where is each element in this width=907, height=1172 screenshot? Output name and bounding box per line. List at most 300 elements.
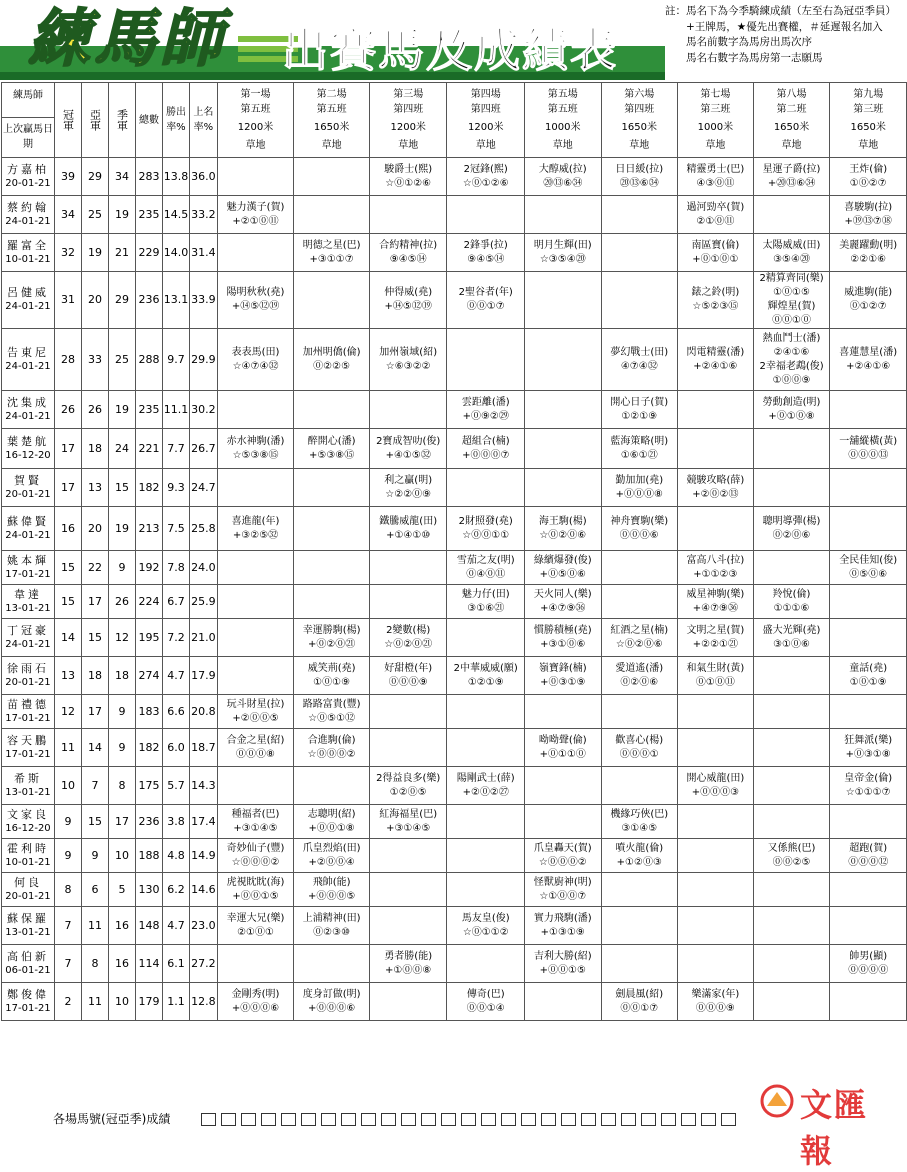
race-header-4 [447,83,525,158]
horse-name: 陽剛武士(薛) [456,772,515,784]
race-cell [830,234,907,272]
last-win-date: 24-01-21 [5,410,51,422]
trainer-name: 葉楚航 [6,434,49,448]
race-header-5 [525,83,602,158]
stat-wr: 9.3 [162,469,189,507]
win-rate-header: 勝出率% [162,83,189,158]
stat-total: 179 [135,983,162,1021]
race-cell [447,196,525,234]
stat-w: 32 [54,234,81,272]
horse-name: 爪皇烈焰(田) [302,842,361,854]
race-cell [753,907,830,945]
race-header-2 [294,83,370,158]
race-race: 第一場 [240,89,271,100]
jockey-record: ①⓪①⑨ [313,676,351,688]
stat-pr: 26.7 [189,429,217,469]
race-race: 第九場 [853,89,884,100]
race-class: 第三班 [853,104,884,115]
stat-w: 15 [54,585,81,619]
horse-name: 勞動創造(明) [762,396,821,408]
stat-s: 9 [81,839,108,873]
race-cell [753,873,830,907]
race-cell [678,767,754,805]
table-row [2,907,907,945]
trainer-cell [2,329,55,391]
horse-name: 輝煌星(賀) [767,301,816,312]
race-cell [369,391,447,429]
race-cell [369,695,447,729]
trainer-cell [2,196,55,234]
stat-total: 235 [135,196,162,234]
stat-pr: 36.0 [189,158,217,196]
stat-pr: 25.8 [189,507,217,551]
trainer-name: 羅富全 [6,238,49,252]
jockey-record: +⓪⓪⓪⑦ [462,449,510,461]
race-cell [447,234,525,272]
trainer-name: 蔡約翰 [6,200,49,214]
race-class: 第二班 [776,104,807,115]
race-cell [525,158,602,196]
race-race: 第六場 [624,89,655,100]
jockey-record: ⓪⓪⓪⑫ [848,856,889,868]
place-rate-header: 上名率% [189,83,217,158]
race-distance: 1650米 [313,122,350,133]
logo: 練馬師 [28,2,227,75]
jockey-record: ①⓪①⑨ [849,676,887,688]
race-cell [678,945,754,983]
trainer-cell [2,767,55,805]
horse-name: 爪皇轟天(賀) [533,842,592,854]
stat-t: 8 [108,767,135,805]
race-cell [294,391,370,429]
jockey-record: ☆⑤③⑧⑮ [232,449,279,461]
race-cell [217,839,294,873]
race-cell [601,945,678,983]
race-distance: 1200米 [390,122,426,133]
race-cell [447,272,525,329]
stat-wr: 9.7 [162,329,189,391]
jockey-record: +②⓪②㉗ [462,786,509,798]
trainer-name: 呂健威 [6,286,49,299]
last-win-date: 20-01-21 [5,676,51,688]
race-cell [525,983,602,1021]
race-cell [447,329,525,391]
result-box [701,1113,716,1126]
horse-name: 玩斗財星(拉) [226,698,285,710]
horse-name: 喜蓮慧星(潘) [839,346,898,358]
jockey-record: +⓪⓪⓪⑤ [307,890,356,902]
jockey-record: ☆③⑤④⑳ [539,253,586,265]
race-cell [294,695,370,729]
jockey-record: ☆⓪⓪⓪② [538,856,587,868]
race-cell [217,429,294,469]
wenwei-logo-icon [760,1084,794,1118]
race-cell [369,158,447,196]
stat-t: 34 [108,158,135,196]
last-win-date: 13-01-21 [5,786,51,798]
total-header: 總數 [135,83,162,158]
stat-wr: 4.7 [162,657,189,695]
race-cell [294,767,370,805]
race-cell [217,551,294,585]
table-row [2,551,907,585]
race-cell [753,729,830,767]
horse-name: 劍晨風(紹) [615,988,664,1000]
stat-s: 25 [81,196,108,234]
race-cell [525,767,602,805]
race-header-6 [601,83,678,158]
trainer-cell [2,945,55,983]
horse-name: 天火同人(樂) [533,588,592,600]
jockey-record: ☆⓪②⓪⑥ [615,638,663,650]
race-cell [830,873,907,907]
stat-w: 15 [54,551,81,585]
trainer-cell [2,839,55,873]
stat-s: 7 [81,767,108,805]
last-win-date: 17-01-21 [5,712,51,724]
table-row [2,391,907,429]
last-win-date: 10-01-21 [5,856,51,868]
race-cell [447,507,525,551]
jockey-record: ⓪⓪⓪① [619,748,659,760]
race-cell [525,585,602,619]
jockey-record: ☆⓪①①② [462,926,509,938]
horse-name: 又係熊(巴) [767,842,816,854]
jockey-record: ⓪②⓪⑥ [772,529,811,541]
stat-wr: 6.6 [162,695,189,729]
horse-name: 種福者(巴) [231,808,280,820]
jockey-record: ☆⑥③②② [385,360,431,372]
table-row [2,695,907,729]
table-row [2,767,907,805]
race-cell [525,945,602,983]
horse-name: 錶之鈴(明) [691,287,740,298]
horse-name: 綠繽爆發(俊) [533,554,592,566]
race-cell [525,429,602,469]
race-cell [830,839,907,873]
jockey-record: ⓪⓪⓪⑥ [619,529,659,541]
race-cell [525,907,602,945]
result-box [281,1113,296,1126]
trainer-name: 徐雨石 [6,661,49,675]
race-cell [369,805,447,839]
horse-name: 合進駒(倫) [307,734,356,746]
race-cell [678,729,754,767]
race-cell [525,729,602,767]
horse-name: 勇者勝(能) [384,950,433,962]
jockey-record: ⑳⑬⑥㉞ [543,177,583,189]
last-win-date: 20-01-21 [5,488,51,500]
horse-name: 全民佳知(俊) [839,554,898,566]
jockey-record: ☆①①①⑦ [845,786,891,798]
seconds-header: 亞軍 [81,83,108,158]
race-cell [678,158,754,196]
race-cell [447,873,525,907]
stat-t: 18 [108,657,135,695]
race-cell [525,839,602,873]
stat-t: 16 [108,945,135,983]
horse-name: 2得益良多(樂) [376,772,441,784]
result-box [501,1113,516,1126]
race-cell [447,907,525,945]
horse-name: 大醇威(拉) [538,163,587,175]
stat-pr: 33.9 [189,272,217,329]
race-cell [369,551,447,585]
race-header-8 [753,83,830,158]
stat-total: 221 [135,429,162,469]
jockey-record: +①③①⑨ [540,926,585,938]
race-header-7 [678,83,754,158]
race-cell [217,469,294,507]
race-cell [294,158,370,196]
race-cell [678,429,754,469]
stat-pr: 14.9 [189,839,217,873]
table-row [2,805,907,839]
race-cell [601,729,678,767]
race-class: 第三班 [700,104,731,115]
stat-w: 9 [54,805,81,839]
stat-wr: 7.8 [162,551,189,585]
table-row [2,507,907,551]
horse-name: 志聰明(紹) [307,808,356,820]
stat-wr: 14.5 [162,196,189,234]
trainer-name: 希斯 [13,771,42,785]
trainer-cell [2,507,55,551]
last-win-date: 10-01-21 [5,253,51,265]
race-cell [525,391,602,429]
race-cell [525,873,602,907]
trainer-name: 何良 [13,875,42,889]
race-cell [525,551,602,585]
stat-t: 10 [108,983,135,1021]
jockey-record: +④①⑤㉜ [385,449,431,461]
race-cell [830,945,907,983]
trainer-name: 高伯新 [6,949,49,963]
jockey-record: ②①⓪⑪ [696,215,735,227]
jockey-record: ⓪⓪①⑦ [466,301,505,312]
jockey-record: ⓪⓪①④ [466,1002,505,1014]
stat-s: 18 [81,657,108,695]
stat-total: 235 [135,391,162,429]
horse-name: 2變數(楊) [386,624,431,636]
jockey-record: ⓪⓪⓪⑧ [236,748,276,760]
horse-name: 開心日子(賀) [610,396,669,408]
stat-pr: 20.8 [189,695,217,729]
stat-s: 11 [81,907,108,945]
trainer-header-label: 練馬師 [12,90,43,101]
race-race: 第五場 [547,89,578,100]
horse-name: 星運子爵(拉) [762,163,821,175]
race-cell [601,272,678,329]
jockey-record: ②②①⑥ [850,253,887,265]
jockey-record: ☆④⑦④㉜ [232,360,279,372]
trainer-cell [2,234,55,272]
result-box [521,1113,536,1126]
horse-name: 明德之星(巴) [302,239,361,251]
race-cell [678,551,754,585]
horse-name: 威星神駒(樂) [686,588,745,600]
last-win-date: 13-01-21 [5,602,51,614]
horse-name: 嶺寶鋒(楠) [538,662,587,674]
jockey-record: +①⓪⓪⑧ [385,964,432,976]
race-race: 第七場 [700,89,731,100]
trainer-name: 沈集成 [6,395,49,409]
stat-t: 12 [108,619,135,657]
horse-name: 美麗躍動(明) [839,239,898,251]
race-cell [294,196,370,234]
table-header-row [2,83,907,158]
race-cell [753,619,830,657]
race-cell [217,234,294,272]
race-cell [753,391,830,429]
stat-t: 19 [108,507,135,551]
race-cell [753,767,830,805]
stat-s: 17 [81,585,108,619]
race-race: 第八場 [776,89,807,100]
jockey-record: +⓪⓪⓪⑧ [615,488,663,500]
stat-total: 183 [135,695,162,729]
horse-name: 藍海策略(明) [610,435,669,447]
stat-pr: 17.4 [189,805,217,839]
race-cell [830,657,907,695]
race-cell [830,767,907,805]
horse-name: 愛道遙(潘) [615,662,664,674]
race-cell [830,158,907,196]
stat-w: 7 [54,907,81,945]
race-cell [753,805,830,839]
race-track: 草地 [398,140,419,151]
horse-name: 南區寶(倫) [691,239,740,251]
result-box [561,1113,576,1126]
jockey-record: +⑳⑬⑥㉞ [767,177,816,189]
horse-name: 喜駿駒(拉) [844,201,893,213]
race-cell [678,469,754,507]
race-cell [217,507,294,551]
last-win-header: 上次贏馬日期 [2,117,54,152]
jockey-record: ⓪⓪⓪⑨ [695,1002,735,1014]
race-cell [678,983,754,1021]
last-win-date: 24-01-21 [5,215,51,227]
stat-t: 15 [108,469,135,507]
horse-name: 駿爵士(熙) [384,163,433,175]
jockey-record: ⓪⓪⓪⑨ [388,676,428,688]
footer-label: 各場馬號(冠亞季)成績 [53,1112,171,1126]
race-cell [447,158,525,196]
stat-total: 236 [135,805,162,839]
race-cell [217,945,294,983]
trainer-cell [2,805,55,839]
race-track: 草地 [552,140,573,151]
stat-pr: 33.2 [189,196,217,234]
trainer-cell [2,619,55,657]
stat-w: 39 [54,158,81,196]
jockey-record: ☆⓪⓪⓪② [307,748,356,760]
race-cell [294,329,370,391]
jockey-record: ④⑦④㉜ [620,360,658,372]
race-cell [447,391,525,429]
horse-name: 威笑荊(堯) [307,662,356,674]
jockey-record: +③①④⑤ [386,822,431,834]
race-cell [601,469,678,507]
jockey-record: +⓪⓪①⑤ [539,964,586,976]
result-box [681,1113,696,1126]
race-cell [678,657,754,695]
stat-wr: 4.8 [162,839,189,873]
stat-w: 16 [54,507,81,551]
stat-t: 19 [108,391,135,429]
race-cell [678,507,754,551]
jockey-record: +③②⑤㉜ [232,529,279,541]
race-cell [525,507,602,551]
stat-w: 12 [54,695,81,729]
last-win-date: 17-01-21 [5,1002,51,1014]
jockey-record: ①②①⑨ [467,676,504,688]
stat-pr: 18.7 [189,729,217,767]
trainer-cell [2,907,55,945]
jockey-record: ⓪⓪⓪⑬ [848,449,889,461]
table-row [2,196,907,234]
stat-pr: 12.8 [189,983,217,1021]
horse-name: 2冠鋒(熙) [463,163,508,175]
stat-w: 11 [54,729,81,767]
result-box [301,1113,316,1126]
jockey-record: +⓪①①⓪ [539,748,586,760]
jockey-record: +①①②③ [693,568,738,580]
race-cell [447,945,525,983]
race-distance: 1650米 [850,122,886,133]
stat-pr: 27.2 [189,945,217,983]
jockey-record: +⓪①⓪⑧ [768,410,815,422]
result-box [361,1113,376,1126]
race-cell [369,469,447,507]
race-cell [217,329,294,391]
jockey-record: ⓪⓪①⓪ [772,315,812,326]
horse-name: 慣勝積極(堯) [533,624,592,636]
horse-name: 合金之星(紹) [226,734,285,746]
last-win-date: 24-01-21 [5,360,51,372]
race-class: 第四班 [393,104,424,115]
jockey-record: ☆①⓪⓪⑦ [539,890,587,902]
race-cell [678,272,754,329]
jockey-record: ②④①⑥ [773,346,810,358]
jockey-record: ①②①⑨ [621,410,658,422]
race-track: 草地 [781,140,802,151]
horse-name: 威進駒(能) [844,287,893,298]
race-cell [447,767,525,805]
stat-wr: 13.8 [162,158,189,196]
jockey-record: ③①⑥㉑ [467,602,505,614]
horse-name: 喜進龍(年) [231,515,280,527]
stat-pr: 30.2 [189,391,217,429]
stat-t: 24 [108,429,135,469]
race-cell [294,907,370,945]
trainer-cell [2,429,55,469]
stat-s: 15 [81,619,108,657]
horse-name: 利之贏(明) [384,474,433,486]
race-cell [217,767,294,805]
stat-total: 195 [135,619,162,657]
jockey-record: +④⑦⑨㊱ [692,602,738,614]
race-cell [294,619,370,657]
stat-pr: 17.9 [189,657,217,695]
race-distance: 1650米 [773,122,810,133]
horse-name: 2鋒爭(拉) [463,239,508,251]
race-cell [217,619,294,657]
horse-name: 魅力仔(田) [461,588,510,600]
race-cell [294,805,370,839]
stat-pr: 21.0 [189,619,217,657]
stat-s: 14 [81,729,108,767]
